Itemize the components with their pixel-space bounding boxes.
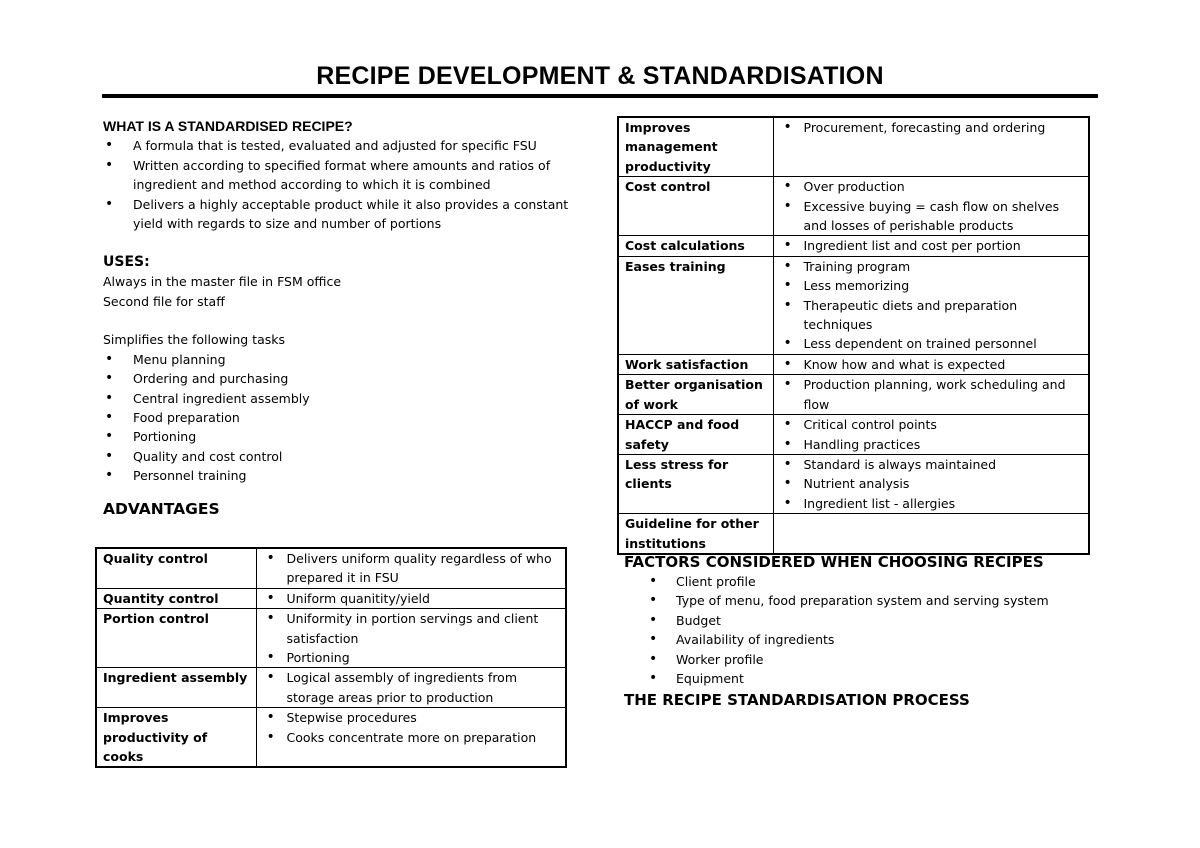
list-item: • Budget bbox=[624, 611, 1094, 630]
list-item: • Therapeutic diets and preparation techniques bbox=[780, 296, 1083, 335]
list-item: • Ordering and purchasing bbox=[103, 369, 583, 388]
list-item: • Delivers uniform quality regardless of who prepared it in FSU bbox=[263, 549, 560, 588]
list-item: • Excessive buying = cash flow on shelves and losses of perishable products bbox=[780, 197, 1083, 236]
row-value bbox=[256, 708, 566, 768]
row-key: Improves management productivity bbox=[618, 117, 773, 177]
page-title: RECIPE DEVELOPMENT & STANDARDISATION bbox=[316, 62, 884, 90]
list-item: • Type of menu, food preparation system and serving system bbox=[624, 591, 1094, 610]
row-key: HACCP and food safety bbox=[618, 415, 773, 455]
list-item: • Cooks concentrate more on preparation bbox=[263, 728, 560, 747]
table-row bbox=[96, 588, 566, 608]
simplifies-label: Simplifies the following tasks bbox=[103, 332, 285, 348]
list-item: • Less dependent on trained personnel bbox=[780, 334, 1083, 353]
list-item: • Over production bbox=[780, 177, 1083, 196]
list-item: • Logical assembly of ingredients from storage areas prior to production bbox=[263, 668, 560, 707]
list-item: • Client profile bbox=[624, 572, 1094, 591]
row-value bbox=[256, 548, 566, 588]
tasks-list bbox=[103, 350, 583, 486]
advantages-table bbox=[95, 547, 567, 768]
list-item: • Training program bbox=[780, 257, 1083, 276]
spacer bbox=[103, 233, 583, 252]
list-item: • Standard is always maintained bbox=[780, 455, 1083, 474]
row-key: Portion control bbox=[96, 609, 256, 668]
title-rule bbox=[102, 94, 1098, 98]
row-key: Quantity control bbox=[96, 588, 256, 608]
list-item: • Production planning, work scheduling and flow bbox=[780, 375, 1083, 414]
list-item: • Uniform quanitity/yield bbox=[263, 589, 560, 608]
uses-line-2: Second file for staff bbox=[103, 293, 225, 309]
process-heading: THE RECIPE STANDARDISATION PROCESS bbox=[624, 691, 970, 710]
list-item: • Personnel training bbox=[103, 466, 583, 485]
row-key: Cost control bbox=[618, 177, 773, 236]
list-item: • Delivers a highly acceptable product while it also provides a constant yield with regards to size and number of portions bbox=[103, 195, 583, 234]
row-value bbox=[773, 454, 1089, 513]
list-item: • A formula that is tested, evaluated and adjusted for specific FSU bbox=[103, 136, 583, 155]
list-item: • Know how and what is expected bbox=[780, 355, 1083, 374]
factors-list bbox=[624, 572, 1094, 688]
uses-line-1: Always in the master file in FSM office bbox=[103, 274, 342, 290]
row-key: Eases training bbox=[618, 256, 773, 354]
list-item: • Written according to specified format where amounts and ratios of ingredient and method according to which it is combined bbox=[103, 156, 583, 195]
factors-section bbox=[624, 552, 1094, 710]
list-item: • Central ingredient assembly bbox=[103, 389, 583, 408]
what-heading: WHAT IS A STANDARDISED RECIPE? bbox=[103, 118, 353, 134]
uses-heading: USES: bbox=[103, 253, 150, 270]
table-row bbox=[618, 354, 1089, 374]
table-row bbox=[96, 609, 566, 668]
advantages-heading: ADVANTAGES bbox=[103, 499, 220, 518]
row-key: Improves productivity of cooks bbox=[96, 708, 256, 768]
table-row bbox=[618, 177, 1089, 236]
list-item: • Handling practices bbox=[780, 435, 1083, 454]
table-row bbox=[96, 668, 566, 708]
list-item: • Procurement, forecasting and ordering bbox=[780, 118, 1083, 137]
table-row bbox=[618, 236, 1089, 256]
list-item: • Worker profile bbox=[624, 650, 1094, 669]
factors-heading: FACTORS CONSIDERED WHEN CHOOSING RECIPES bbox=[624, 553, 1044, 571]
row-key: Guideline for other institutions bbox=[618, 514, 773, 554]
table-row bbox=[618, 117, 1089, 177]
list-item: • Critical control points bbox=[780, 415, 1083, 434]
table-row bbox=[618, 375, 1089, 415]
list-item: • Ingredient list - allergies bbox=[780, 494, 1083, 513]
row-key: Better organisation of work bbox=[618, 375, 773, 415]
list-item: • Nutrient analysis bbox=[780, 474, 1083, 493]
list-item: • Food preparation bbox=[103, 408, 583, 427]
table-row bbox=[96, 708, 566, 768]
row-value bbox=[773, 514, 1089, 554]
row-value bbox=[773, 236, 1089, 256]
row-value bbox=[773, 117, 1089, 177]
row-value bbox=[773, 354, 1089, 374]
row-value bbox=[773, 177, 1089, 236]
row-value bbox=[256, 588, 566, 608]
list-item: • Uniformity in portion servings and client satisfaction bbox=[263, 609, 560, 648]
list-item: • Stepwise procedures bbox=[263, 708, 560, 727]
list-item: • Availability of ingredients bbox=[624, 630, 1094, 649]
row-value bbox=[773, 415, 1089, 455]
table-row bbox=[618, 415, 1089, 455]
left-column bbox=[103, 117, 583, 519]
spacer bbox=[103, 486, 583, 499]
row-key: Cost calculations bbox=[618, 236, 773, 256]
benefits-table bbox=[617, 116, 1090, 555]
list-item: • Portioning bbox=[103, 427, 583, 446]
table-row bbox=[618, 454, 1089, 513]
list-item: • Menu planning bbox=[103, 350, 583, 369]
row-value bbox=[773, 256, 1089, 354]
row-value bbox=[256, 668, 566, 708]
spacer bbox=[103, 311, 583, 330]
row-value bbox=[256, 609, 566, 668]
list-item: • Less memorizing bbox=[780, 276, 1083, 295]
row-key: Less stress for clients bbox=[618, 454, 773, 513]
row-key: Quality control bbox=[96, 548, 256, 588]
table-row bbox=[618, 256, 1089, 354]
list-item: • Quality and cost control bbox=[103, 447, 583, 466]
list-item: • Equipment bbox=[624, 669, 1094, 688]
row-value bbox=[773, 375, 1089, 415]
list-item: • Ingredient list and cost per portion bbox=[780, 236, 1083, 255]
list-item: • Portioning bbox=[263, 648, 560, 667]
table-row bbox=[96, 548, 566, 588]
what-list bbox=[103, 136, 583, 233]
row-key: Ingredient assembly bbox=[96, 668, 256, 708]
table-row bbox=[618, 514, 1089, 554]
row-key: Work satisfaction bbox=[618, 354, 773, 374]
